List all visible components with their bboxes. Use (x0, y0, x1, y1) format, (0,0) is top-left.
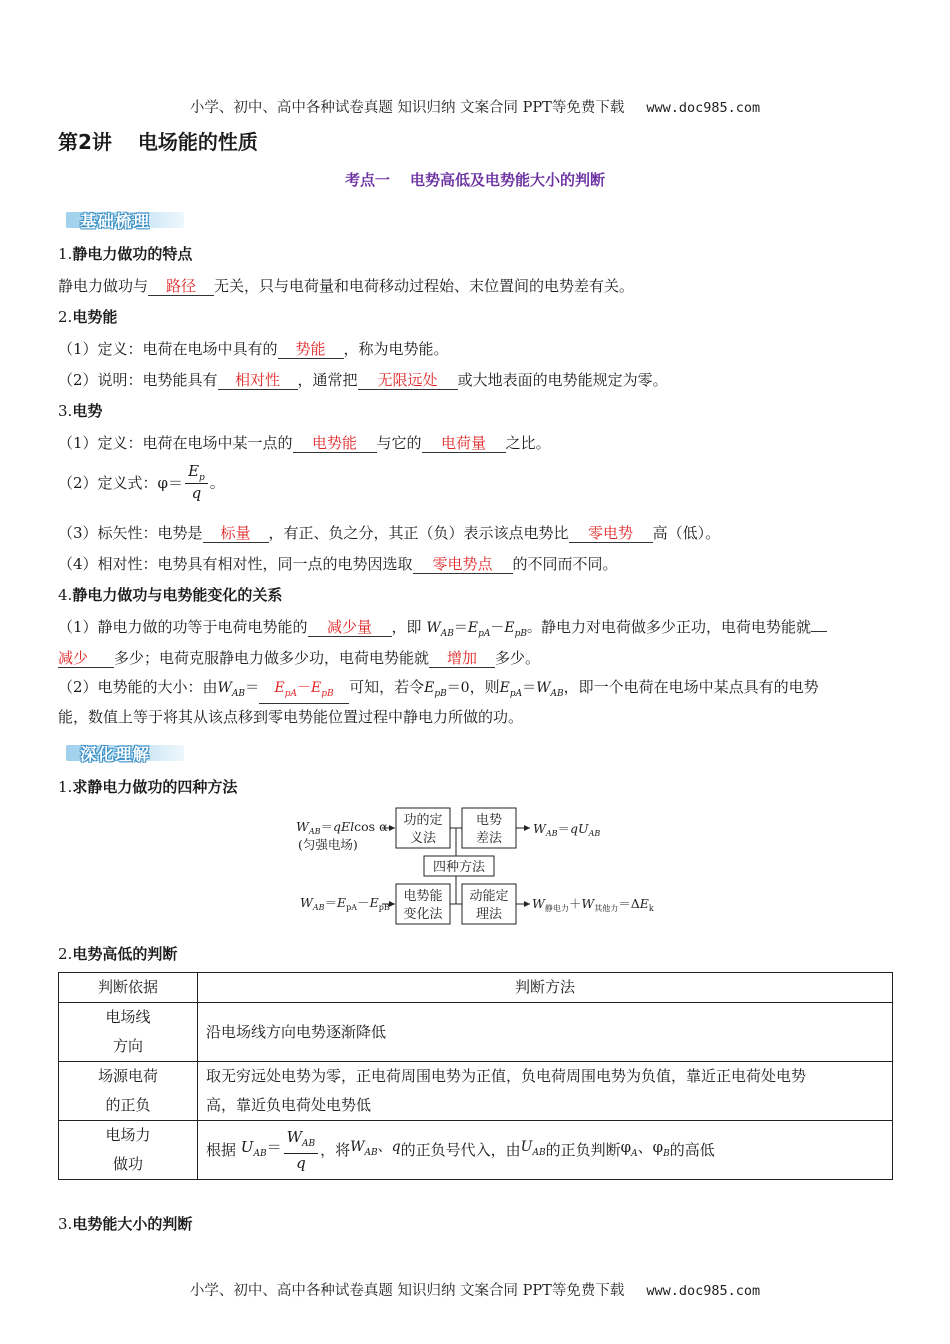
section-4-title: 静电力做功与电势能变化的关系 (72, 586, 283, 604)
box-bl-line1: 电势能 (403, 889, 443, 904)
s1-text-c: 无关，只与电荷量和电荷移动过程始、末位置间的电势差有关。 (214, 277, 635, 295)
s3-text-4a: （4）相对性：电势具有相对性，同一点的电势因选取 (58, 555, 413, 573)
deep-2-title: 电势高低的判断 (72, 945, 178, 963)
lecture-name: 电场能的性质 (137, 130, 258, 154)
s3-frac-den: q (191, 484, 202, 502)
row3-fraction: $\frac{W_{AB}}{q}$ (284, 1128, 319, 1172)
deep-1-heading (58, 776, 892, 797)
s3-blank-scalar: 标量 (203, 524, 269, 543)
footer-banner-site[interactable]: www.doc985.com (646, 1283, 761, 1299)
s4-text-3a: （2）电势能的大小：由 (58, 678, 218, 696)
box-bl-line2: 变化法 (403, 907, 443, 922)
box-br-line1: 动能定 (469, 889, 509, 904)
footer-banner (0, 1279, 950, 1300)
box-tl-line1: 功的定 (403, 813, 443, 828)
section-2-title: 电势能 (72, 308, 118, 326)
section-4-line-2 (58, 647, 892, 668)
point-name: 电势高低及电势能大小的判断 (410, 171, 606, 189)
box-tr-line1: 电势 (475, 813, 503, 828)
formula-left-top-note: (匀强电场) (298, 837, 358, 852)
four-methods-diagram (290, 802, 670, 932)
header-banner (0, 96, 950, 117)
s2-text-2e: 或大地表面的电势能规定为零。 (457, 371, 668, 389)
row1-method: 沿电场线方向电势逐渐降低 (198, 1003, 893, 1062)
row3-basis: 电场力 做功 (59, 1121, 198, 1180)
section-3-number: 3. (58, 402, 73, 420)
section-1-line-1 (58, 275, 892, 296)
section-1-title: 静电力做功的特点 (72, 245, 193, 263)
lecture-number: 第2讲 (58, 130, 112, 154)
section-3-line-2 (58, 462, 892, 502)
s4-formula-2: $W_{AB}=$ (217, 680, 260, 699)
deep-2-number: 2. (58, 945, 73, 963)
table-row (59, 1062, 893, 1121)
footer-banner-text: 小学、初中、高中各种试卷真题 知识归纳 文案合同 PPT等免费下载 (189, 1283, 625, 1299)
box-br-line2: 理法 (475, 907, 503, 922)
s3-text-a: （1）定义：电荷在电场中某一点的 (58, 434, 293, 452)
s3-text-4c: 的不同而不同。 (512, 555, 618, 573)
potential-judgement-table (58, 972, 893, 1180)
point-label: 考点一 (344, 171, 390, 189)
s4-text-4: 能，数值上等于将其从该点移到零电势能位置过程中静电力所做的功。 (58, 708, 524, 726)
s2-blank-potential-energy: 势能 (278, 340, 344, 359)
s4-text-d: 静电力对电荷做多少正功，电荷电势能就 (540, 618, 811, 636)
deep-3-heading (58, 1213, 892, 1234)
deep-1-number: 1. (58, 778, 73, 796)
s3-text-3a: （3）标矢性：电势是 (58, 524, 203, 542)
s4-text-2d: 多少。 (495, 649, 541, 667)
section-3-title: 电势 (72, 402, 103, 420)
banner-text: 小学、初中、高中各种试卷真题 知识归纳 文案合同 PPT等免费下载 (189, 100, 625, 116)
banner-site[interactable]: www.doc985.com (646, 100, 761, 116)
s4-formula-3: $E_{pB}=0$ (424, 680, 470, 699)
s1-text-a: 静电力做功与 (58, 277, 149, 295)
point-title (0, 169, 950, 190)
s3-text-c: 与它的 (376, 434, 422, 452)
s4-text-3d: ，即一个电荷在电场中某点具有的电势 (563, 678, 819, 696)
table-header-method: 判断方法 (198, 973, 893, 1003)
section-2-number: 2. (58, 308, 73, 326)
s4-blank-reduce: 减少 (58, 649, 114, 668)
row2-basis: 场源电荷 的正负 (59, 1062, 198, 1121)
section-3-line-1 (58, 432, 892, 453)
s2-blank-relativity: 相对性 (218, 371, 298, 390)
s4-text-c: ，即 (391, 618, 422, 636)
deep-3-title: 电势能大小的判断 (72, 1215, 193, 1233)
s3-blank-charge: 电荷量 (422, 434, 506, 453)
section-3-heading (58, 400, 892, 421)
badge-deep (66, 741, 188, 763)
deep-3-number: 3. (58, 1215, 73, 1233)
row3-method: 根据 $U_{AB}=$ $\frac{W_{AB}}{q}$ ，将$W_{AB}$、q的正负号代入，由$U_{AB}$的正负判断$\varphi_A$、$\varphi_B$的高低 (198, 1121, 893, 1180)
badge-basic (66, 208, 188, 230)
section-3-line-3 (58, 522, 892, 543)
section-4-line-1 (58, 616, 892, 639)
section-4-line-3 (58, 676, 892, 704)
s3-blank-zero-potential: 零电势 (569, 524, 653, 543)
s2-text-2a: （2）说明：电势能具有 (58, 371, 218, 389)
section-1-heading (58, 243, 892, 264)
s3-formula-end: 。 (209, 473, 225, 492)
s4-text-2b: 多少；电荷克服静电力做多少功，电荷电势能就 (114, 649, 430, 667)
s3-text-3c: ，有正、负之分，其正（负）表示该点电势比 (268, 524, 569, 542)
badge-basic-text: 基础梳理 (80, 212, 150, 231)
deep-2-heading (58, 943, 892, 964)
formula-right-top: $W_{AB}=qU_{AB}$ (533, 821, 601, 838)
s4-blank-decrease: 减少量 (308, 618, 392, 637)
s3-blank-zero-point: 零电势点 (413, 555, 513, 574)
s3-frac-num: E (188, 462, 200, 480)
deep-1-title: 求静电力做功的四种方法 (72, 778, 238, 796)
section-4-number: 4. (58, 586, 73, 604)
s2-text-2c: ，通常把 (297, 371, 358, 389)
s2-blank-infinity: 无限远处 (358, 371, 458, 390)
formula-left-top: $W_{AB}=qElcos$ α (296, 819, 388, 836)
s4-text-3b: 可知，若令 (349, 678, 425, 696)
formula-left-bottom: $W_{AB}=E_{pA}-E_{pB}$ (300, 895, 390, 912)
badge-deep-text: 深化理解 (80, 745, 150, 764)
s4-formula-4: $E_{pA}=W_{AB}$ (499, 680, 564, 699)
section-1-number: 1. (58, 245, 73, 263)
s4-blank-difference: $E_{pA}-E_{pB}$ (259, 678, 349, 704)
section-3-line-4 (58, 553, 892, 574)
s2-text-c: ，称为电势能。 (343, 340, 449, 358)
section-2-line-1 (58, 338, 892, 359)
s3-formula-fraction (185, 462, 208, 502)
table-header-basis: 判断依据 (59, 973, 198, 1003)
section-4-heading (58, 584, 892, 605)
box-center-text: 四种方法 (432, 860, 486, 875)
section-2-heading (58, 306, 892, 327)
lecture-title (58, 126, 892, 155)
s3-text-e: 之比。 (505, 434, 551, 452)
s1-blank-path: 路径 (148, 277, 214, 296)
row1-basis: 电场线 方向 (59, 1003, 198, 1062)
box-tr-line2: 差法 (475, 831, 503, 846)
s3-formula-label: （2）定义式：φ＝ (58, 473, 184, 492)
s4-text-3c: ，则 (469, 678, 500, 696)
s3-frac-num-sub: p (199, 473, 205, 483)
s4-blank-tail (811, 631, 827, 632)
table-header-row (59, 973, 893, 1003)
section-2-line-2 (58, 369, 892, 390)
s4-blank-increase: 增加 (429, 649, 495, 668)
section-4-line-4 (58, 706, 892, 727)
row2-method: 取无穷远处电势为零，正电荷周围电势为正值，负电荷周围电势为负值，靠近正电荷处电势 高，靠近负电荷处电势低 (198, 1062, 893, 1121)
s3-text-3e: 高（低）。 (652, 524, 721, 542)
box-tl-line2: 义法 (409, 831, 437, 846)
table-row (59, 1121, 893, 1180)
formula-right-bottom: $W_{静电力}+W_{其他力}=\Delta E_k$ (532, 896, 654, 913)
table-row (59, 1003, 893, 1062)
s2-text-a: （1）定义：电荷在电场中具有的 (58, 340, 278, 358)
s4-formula-1: $W_{AB}=E_{pA}-E_{pB}$。 (426, 620, 541, 639)
s4-text-a: （1）静电力做的功等于电荷电势能的 (58, 618, 308, 636)
s3-blank-potential-energy: 电势能 (293, 434, 377, 453)
